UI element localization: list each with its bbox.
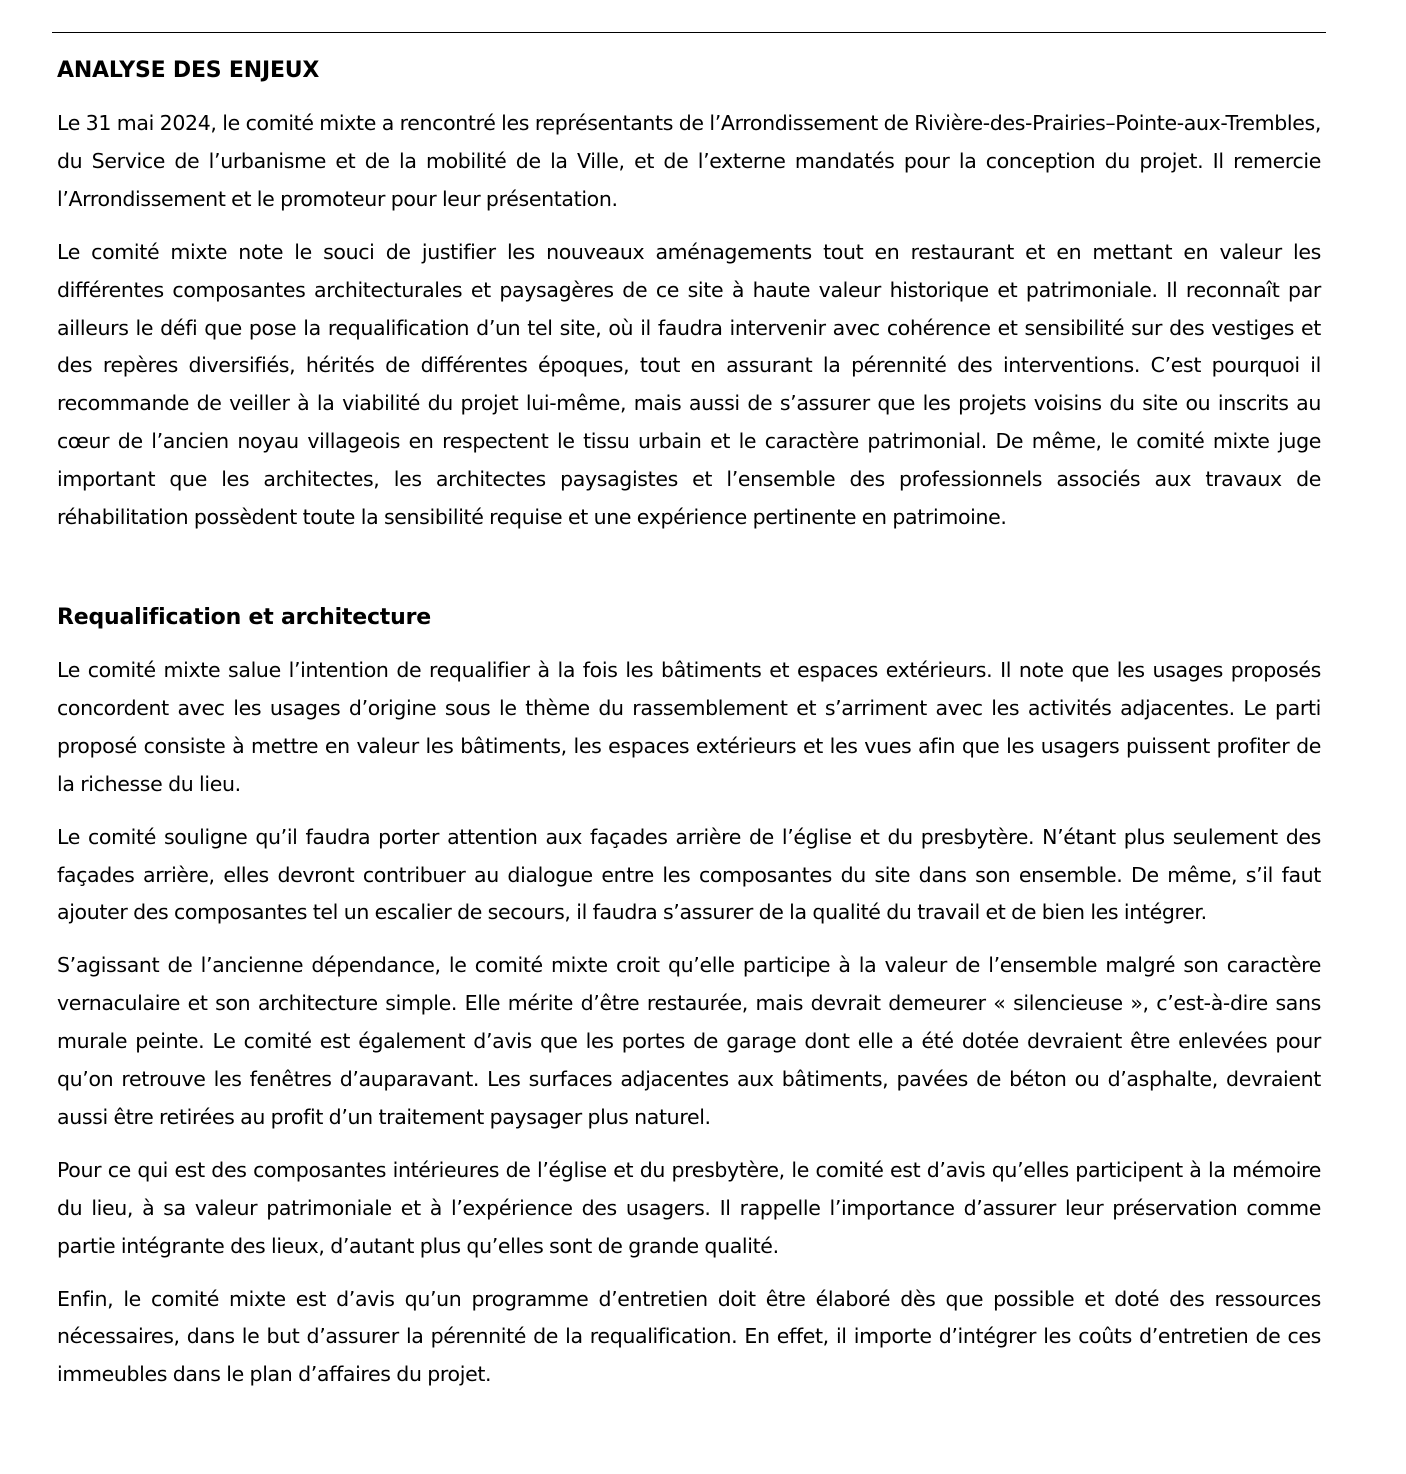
paragraph: Le 31 mai 2024, le comité mixte a rencontré les représentants de l’Arrondissement de Rivière-des-Prairies–Pointe-aux-Trembles, du Service de l’urbanisme et de la mobilité de la Ville, et de l’externe mandatés pour la conception du projet. Il remercie l’Arrondissement et le promoteur pour leur présentation.: [57, 111, 1321, 211]
paragraph: Enfin, le comité mixte est d’avis qu’un programme d’entretien doit être élaboré dès que possible et doté des ressources nécessaires, dans le but d’assurer la pérennité de la requalification. En effet, il importe d’intégrer les coûts d’entretien de ces immeubles dans le plan d’affaires du projet.: [57, 1286, 1321, 1387]
document-body: [57, 52, 1321, 1409]
section-heading-requalification: Requalification et architecture: [57, 604, 431, 630]
paragraph: S’agissant de l’ancienne dépendance, le comité mixte croit qu’elle participe à la valeur de l’ensemble malgré son caractère vernaculaire et son architecture simple. Elle mérite d’être restaurée, mais devrait demeurer « silencieuse », c’est-à-dire sans murale peinte. Le comité est également d’avis que les portes de garage dont elle a été dotée devraient être enlevées pour qu’on retrouve les fenêtres d’auparavant. Les surfaces adjacentes aux bâtiments, pavées de béton ou d’asphalte, devraient aussi être retirées au profit d’un traitement paysager plus naturel.: [57, 953, 1321, 1129]
paragraph: Le comité mixte salue l’intention de requalifier à la fois les bâtiments et espaces extérieurs. Il note que les usages proposés concordent avec les usages d’origine sous le thème du rassemblement et s’arriment avec les activités adjacentes. Le parti proposé consiste à mettre en valeur les bâtiments, les espaces extérieurs et les vues afin que les usagers puissent profiter de la richesse du lieu.: [57, 657, 1321, 796]
section-heading-analyse: ANALYSE DES ENJEUX: [57, 58, 320, 83]
header-rule: [52, 32, 1326, 33]
paragraph: Le comité mixte note le souci de justifier les nouveaux aménagements tout en restaurant et en mettant en valeur les différentes composantes architecturales et paysagères de ce site à haute valeur historique et patrimoniale. Il reconnaît par ailleurs le défi que pose la requalification d’un tel site, où il faudra intervenir avec cohérence et sensibilité sur des vestiges et des repères diversifiés, hérités de différentes époques, tout en assurant la pérennité des interventions. C’est pourquoi il recommande de veiller à la viabilité du projet lui-même, mais aussi de s’assurer que les projets voisins du site ou inscrits au cœur de l’ancien noyau villageois en respectent le tissu urbain et le caractère patrimonial. De même, le comité mixte juge important que les architectes, les architectes paysagistes et l’ensemble des professionnels associés aux travaux de réhabilitation possèdent toute la sensibilité requise et une expérience pertinente en patrimoine.: [57, 239, 1321, 530]
paragraph: Le comité souligne qu’il faudra porter attention aux façades arrière de l’église et du presbytère. N’étant plus seulement des façades arrière, elles devront contribuer au dialogue entre les composantes du site dans son ensemble. De même, s’il faut ajouter des composantes tel un escalier de secours, il faudra s’assurer de la qualité du travail et de bien les intégrer.: [57, 824, 1321, 925]
paragraph: Pour ce qui est des composantes intérieures de l’église et du presbytère, le comité est d’avis qu’elles participent à la mémoire du lieu, à sa valeur patrimoniale et à l’expérience des usagers. Il rappelle l’importance d’assurer leur préservation comme partie intégrante des lieux, d’autant plus qu’elles sont de grande qualité.: [57, 1157, 1321, 1258]
